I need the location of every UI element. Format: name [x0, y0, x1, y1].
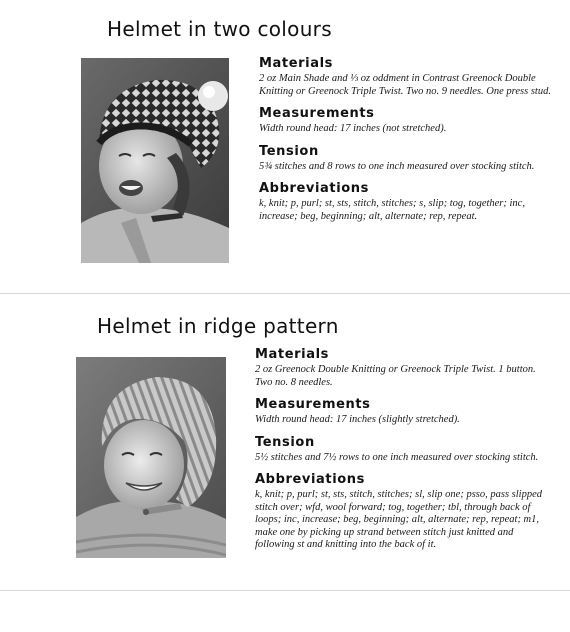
tension-text: 5½ stitches and 7½ rows to one inch measured over stocking stitch.	[255, 451, 539, 463]
measurements-heading: Measurements	[255, 397, 371, 412]
materials-text: 2 oz Main Shade and ⅓ oz oddment in Contrast Greenock Double Knitting or Greenock Triple Twist. Two no. 9 needles. One press stud.	[259, 73, 551, 97]
measurements-heading: Measurements	[259, 106, 375, 121]
measurements-text: Width round head: 17 inches (slightly stretched).	[255, 414, 460, 425]
abbreviations-text: k, knit; p, purl; st, sts, stitch, stitches; sl, slip one; psso, pass slipped stitch over; wfd, wool forward; tog, together; tbl, through back of loops; inc, increase; beg, beginning; alt, alternate; rep, repeat; m1, make one by picking up strand between stitch just knitted and following st and knitting into the back of it.	[255, 489, 542, 550]
materials-heading: Materials	[255, 347, 329, 362]
child-helmet-photo	[81, 58, 229, 263]
child-helmet-photo	[76, 357, 226, 558]
pattern-details	[259, 56, 551, 231]
section-title: Helmet in ridge pattern	[97, 314, 339, 338]
pattern-details	[255, 347, 553, 560]
tension-heading: Tension	[255, 434, 315, 450]
section-title: Helmet in two colours	[107, 17, 332, 41]
measurements-text: Width round head: 17 inches (not stretched).	[259, 123, 447, 134]
abbreviations-text: k, knit; p, purl; st, sts, stitch, stitches; s, slip; tog, together; inc, increase; beg, beginning; alt, alternate; rep, repeat.	[259, 198, 525, 222]
abbreviations-heading: Abbreviations	[255, 472, 365, 487]
materials-text: 2 oz Greenock Double Knitting or Greenock Triple Twist. 1 button. Two no. 8 needles.	[255, 364, 536, 388]
tension-heading: Tension	[259, 143, 319, 159]
pattern-section-ridge	[0, 300, 570, 600]
abbreviations-heading: Abbreviations	[259, 181, 369, 196]
tension-text: 5¾ stitches and 8 rows to one inch measured over stocking stitch.	[259, 160, 535, 172]
section-divider	[0, 293, 570, 294]
materials-heading: Materials	[259, 56, 333, 71]
section-divider	[0, 590, 570, 591]
pattern-section-two-colours	[0, 0, 570, 300]
